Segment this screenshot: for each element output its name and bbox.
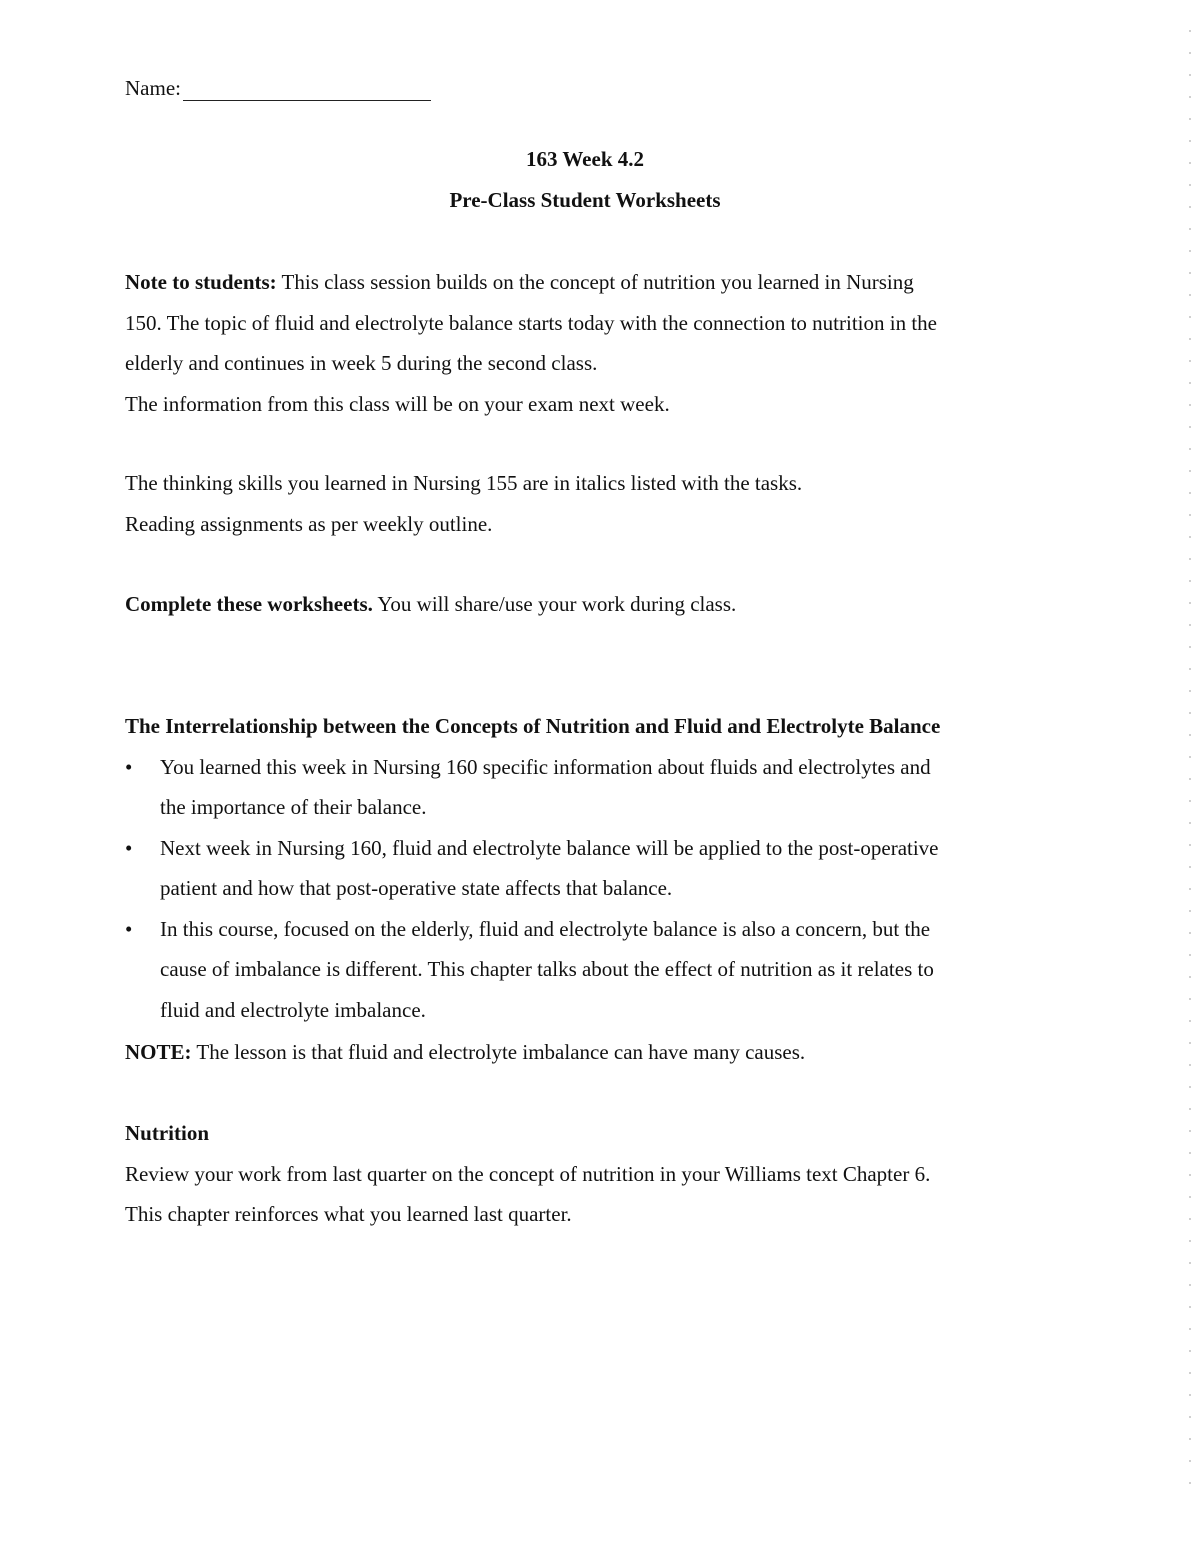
bullet-1-line-2: the importance of their balance. [160,795,427,819]
note-line-3: elderly and continues in week 5 during the second class. [125,351,598,375]
bullet-icon: • [125,916,133,941]
note-line-1 [125,262,1065,303]
note-line-1-text: This class session builds on the concept of nutrition you learned in Nursing [276,270,914,294]
bullet-1-line-1: You learned this week in Nursing 160 specific information about fluids and electrolytes and [160,754,931,779]
note-to-students-label: Note to students: [125,270,277,294]
bullet-3-line-2: cause of imbalance is different. This chapter talks about the effect of nutrition as it relates to [160,957,934,981]
complete-worksheets-section [125,584,1065,625]
bullet-icon: • [125,835,133,860]
list-item [125,747,1040,828]
list-item [125,828,1040,909]
thinking-line-1: The thinking skills you learned in Nursing 155 are in italics listed with the tasks. [125,471,803,495]
interrelationship-bullet-list [125,747,1085,1031]
interrelationship-heading: The Interrelationship between the Concepts of Nutrition and Fluid and Electrolyte Balance [125,714,941,738]
nutrition-section [125,1113,1065,1235]
note-to-students-section [125,262,1065,424]
note-line-4: The information from this class will be on your exam next week. [125,391,670,416]
bullet-2-line-1: Next week in Nursing 160, fluid and electrolyte balance will be applied to the post-operative [160,835,939,860]
note-lesson-text: The lesson is that fluid and electrolyte imbalance can have many causes. [191,1040,806,1064]
nutrition-heading: Nutrition [125,1121,209,1145]
name-label: Name: [125,76,181,100]
course-week-title: 163 Week 4.2 [525,147,645,171]
name-field-row [125,76,431,101]
bullet-2-line-2: patient and how that post-operative state affects that balance. [160,876,673,900]
complete-text: You will share/use your work during class. [372,592,737,616]
name-blank-line[interactable] [183,82,431,101]
scan-edge-specks [1186,20,1194,1500]
thinking-skills-section [125,463,1065,544]
note-line-2: 150. The topic of fluid and electrolyte balance starts today with the connection to nutrition in the [125,310,937,335]
bullet-icon: • [125,754,133,779]
note-label: NOTE: [125,1040,192,1064]
bullet-3-line-1: In this course, focused on the elderly, fluid and electrolyte balance is also a concern, but the [160,916,931,941]
complete-label: Complete these worksheets. [125,592,373,616]
worksheet-title: Pre-Class Student Worksheets [449,188,721,212]
nutrition-line-2: This chapter reinforces what you learned last quarter. [125,1202,572,1226]
thinking-line-2: Reading assignments as per weekly outline. [125,511,493,536]
note-lesson-section [125,1032,1065,1073]
list-item [125,909,1040,1031]
nutrition-line-1: Review your work from last quarter on the concept of nutrition in your Williams text Chapter 6. [125,1161,931,1186]
bullet-3-line-3: fluid and electrolyte imbalance. [160,997,426,1022]
interrelationship-section [125,706,1085,1030]
